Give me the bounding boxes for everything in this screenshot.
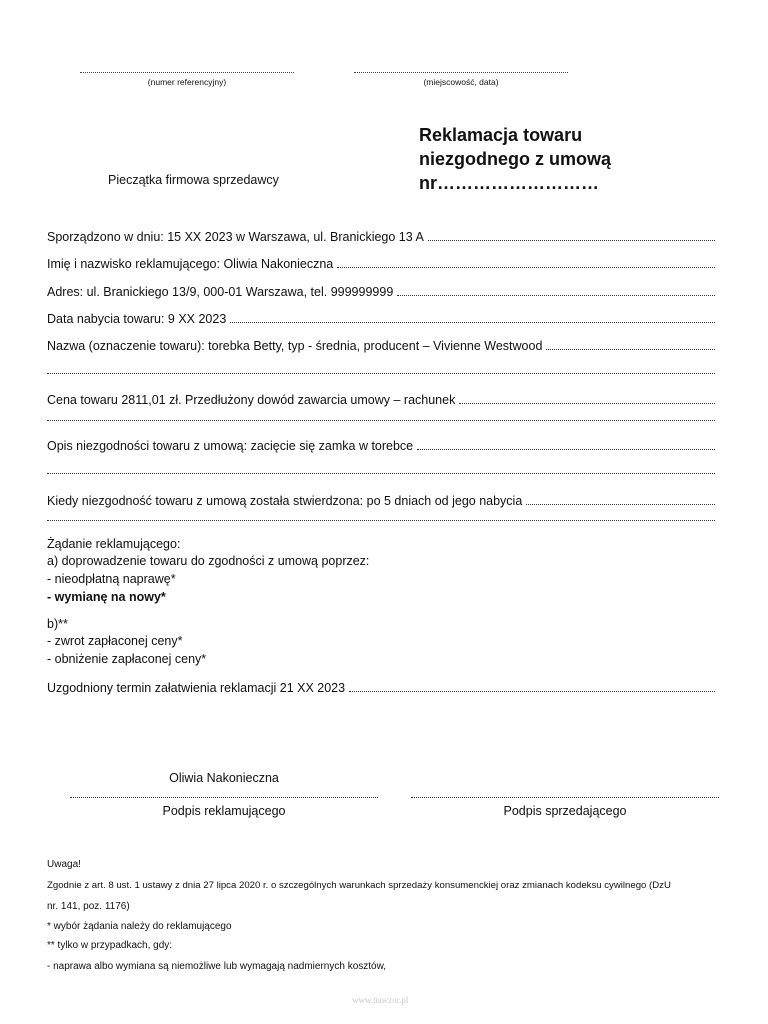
title-line-3: nr……………………… xyxy=(419,173,599,193)
found-when-text: Kiedy niezgodność towaru z umową została stwierdzona: po 5 dniach od jego nabycia xyxy=(47,494,523,508)
address-field xyxy=(47,283,715,299)
address-text: Adres: ul. Branickiego 13/9, 000-01 Warszawa, tel. 999999999 xyxy=(47,285,394,299)
found-when-field xyxy=(47,492,715,508)
name-text: Imię i nazwisko reklamującego: Oliwia Nakonieczna xyxy=(47,257,334,271)
purchase-date-field xyxy=(47,310,715,326)
seller-signature-line xyxy=(411,797,719,798)
price-continuation xyxy=(47,420,715,421)
title-line-2: niezgodnego z umową xyxy=(419,149,611,169)
seller-signature-label: Podpis sprzedającego xyxy=(503,804,627,818)
page-title xyxy=(419,123,611,195)
drawn-up-field xyxy=(47,228,715,244)
complainant-name: Oliwia Nakonieczna xyxy=(169,771,279,785)
notes-line-3: * wybór żądania należy do reklamującego xyxy=(47,921,232,932)
drawn-up-text: Sporządzono w dniu: 15 XX 2023 w Warszawa, ul. Branickiego 13 A xyxy=(47,230,424,244)
demand-a-repair: - nieodpłatną naprawę* xyxy=(47,572,176,586)
reference-number-caption: (numer referencyjny) xyxy=(147,77,227,87)
reference-number-line xyxy=(80,72,294,73)
seller-stamp-label: Pieczątka firmowa sprzedawcy xyxy=(108,173,279,187)
product-name-text: Nazwa (oznaczenie towaru): torebka Betty, typ - średnia, producent – Vivienne Westwood xyxy=(47,339,543,353)
demand-heading: Żądanie reklamującego: xyxy=(47,537,181,551)
notes-line-4: ** tylko w przypadkach, gdy: xyxy=(47,940,173,951)
place-date-caption: (miejscowość, data) xyxy=(423,77,499,87)
place-date-line xyxy=(354,72,568,73)
found-when-continuation xyxy=(47,520,715,521)
demand-a-replace: - wymianę na nowy* xyxy=(47,590,166,604)
agreed-term-text: Uzgodniony termin załatwienia reklamacji 21 XX 2023 xyxy=(47,681,346,695)
price-field xyxy=(47,391,715,407)
demand-b-refund: - zwrot zapłaconej ceny* xyxy=(47,634,183,648)
notes-line-5: - naprawa albo wymiana są niemożliwe lub wymagają nadmiernych kosztów, xyxy=(47,961,387,972)
purchase-date-text: Data nabycia towaru: 9 XX 2023 xyxy=(47,312,227,326)
demand-option-a: a) doprowadzenie towaru do zgodności z umową poprzez: xyxy=(47,554,370,568)
watermark: www.nawzor.pl xyxy=(352,995,409,1005)
nonconformity-field xyxy=(47,437,715,453)
notes-line-1: Zgodnie z art. 8 ust. 1 ustawy z dnia 27 lipca 2020 r. o szczególnych warunkach sprzedaży konsumenckiej oraz zmianach kodeksu cywilnego (DzU xyxy=(47,880,671,891)
notes-line-2: nr. 141, poz. 1176) xyxy=(47,901,130,912)
price-text: Cena towaru 2811,01 zł. Przedłużony dowód zawarcia umowy – rachunek xyxy=(47,393,456,407)
nonconformity-continuation xyxy=(47,473,715,474)
name-field xyxy=(47,255,715,271)
agreed-term-field xyxy=(47,679,715,695)
complainant-signature-line xyxy=(70,797,378,798)
demand-option-b: b)** xyxy=(47,617,68,631)
product-name-field xyxy=(47,337,715,353)
title-line-1: Reklamacja towaru xyxy=(419,125,583,145)
product-name-continuation xyxy=(47,373,715,374)
demand-b-reduce: - obniżenie zapłaconej ceny* xyxy=(47,652,207,666)
notes-heading: Uwaga! xyxy=(47,859,81,870)
complainant-signature-label: Podpis reklamującego xyxy=(162,804,286,818)
nonconformity-text: Opis niezgodności towaru z umową: zacięcie się zamka w torebce xyxy=(47,439,414,453)
